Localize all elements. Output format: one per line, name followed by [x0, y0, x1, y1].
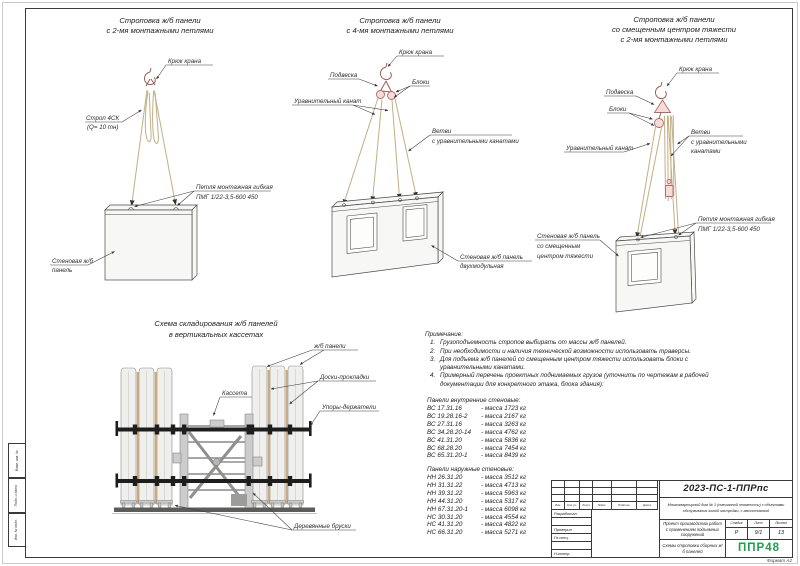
panel-mass: - масса 7454 кг: [481, 444, 527, 452]
spacer-boards-label: Доски-прокладки: [320, 374, 370, 381]
suspension-label: Подвеска: [330, 72, 358, 79]
crane-hook-drawing: [380, 63, 391, 92]
panel-label-line2: со смещенным: [537, 243, 581, 250]
panel-name: ВС 41.31.20: [427, 436, 462, 444]
panel-row: [427, 413, 526, 421]
branches-label-line1: Ветви: [691, 129, 711, 136]
empty-cell: [580, 481, 593, 488]
label-storage-panels: [267, 343, 358, 367]
label-blocks: [607, 106, 654, 126]
note-item: [425, 372, 741, 389]
empty-cell: [612, 488, 637, 495]
note-number: 4.: [430, 372, 436, 380]
branches-label-line2: с уравнительными канатами: [432, 138, 519, 145]
pulley-block: [388, 92, 396, 100]
title-block-revision-area: [552, 481, 660, 557]
revision-grid: [552, 481, 659, 510]
diagram3-title-line2: со смещенным центром тяжести: [611, 25, 737, 34]
panel-mass: - масса 8439 кг: [481, 452, 527, 460]
label-crane-hook: [667, 66, 719, 86]
title-block: [551, 480, 793, 558]
empty-cell: [593, 495, 612, 502]
signatures-area: [592, 510, 659, 558]
panel-row: [427, 490, 526, 498]
label-wall-panel: [432, 246, 533, 271]
side-stamp-label: Подп. и дата: [14, 484, 19, 507]
panel-mass: - масса 4762 кг: [481, 428, 527, 436]
col-header: Подпись: [612, 502, 637, 510]
panel-row: [427, 452, 526, 460]
panel-name: НН 26.31.20: [427, 473, 463, 481]
equalizing-rope-label: Уравнительный канат: [294, 98, 362, 105]
label-suspension: [604, 89, 654, 105]
drawing-title: Схемы строповки сборных ж/б панелей: [660, 540, 726, 558]
label-sling: [85, 110, 142, 131]
note-text: При необходимости и наличия технической возможности использовать траверсы.: [440, 347, 691, 355]
branches-label-line2: с уравнительными: [691, 139, 747, 146]
empty-cell: [565, 481, 580, 488]
note-number: 3.: [430, 355, 436, 363]
label-branches: [409, 128, 520, 151]
blocks-label: Блоки: [412, 79, 430, 86]
note-item: [425, 356, 741, 373]
panel-label-line1: Стеновая ж/б панель: [460, 254, 523, 261]
empty-cell: [565, 495, 580, 502]
loop-label-line2: ПМГ 1/22-3,5-600 450: [698, 226, 760, 233]
wooden-blocks-label: Деревянные бруски: [294, 523, 351, 530]
cassette-label: Кассета: [222, 390, 248, 397]
panel-mass: - масса 6098 кг: [481, 505, 527, 513]
panel-row: [427, 421, 526, 429]
note-item: [425, 348, 741, 356]
internal-panels-list: [427, 397, 526, 460]
equalizing-rope-label: Уравнительный канат: [566, 145, 634, 152]
diagram1-title-line1: Строповка ж/б панели: [119, 16, 201, 25]
panel-name: НС 41.31.20: [427, 521, 463, 529]
empty-cell: [612, 481, 637, 488]
panel-mass: - масса 4713 кг: [481, 481, 527, 489]
side-stamp-cell: [8, 478, 26, 513]
crane-hook-label: Крюк крана: [679, 66, 713, 73]
panel-name: НС 30.31.20: [427, 513, 463, 521]
label-crane-hook: [388, 49, 444, 67]
window-opening: [628, 249, 661, 286]
role-label: [552, 518, 592, 526]
label-cassette: [214, 390, 253, 416]
loop-label-line2: ПМГ 1/22-3,5-600 450: [196, 194, 258, 201]
label-wall-panel: [535, 233, 619, 260]
panel-row: [427, 474, 526, 482]
panel-name: НН 39.31.22: [427, 489, 463, 497]
panel-name: НС 66.31.20: [427, 529, 463, 537]
panel-mass: - масса 3512 кг: [481, 473, 527, 481]
storage-title-line2: в вертикальных кассетах: [168, 330, 264, 339]
empty-cell: [580, 495, 593, 502]
note-item: [425, 339, 741, 347]
diagram2-title-line1: Строповка ж/б панели: [359, 16, 441, 25]
role-label: Разработал: [552, 510, 592, 518]
roles-column: [552, 510, 592, 558]
diagram-sling-4-loops: [292, 16, 532, 277]
panel-mass: - масса 3263 кг: [481, 420, 527, 428]
empty-cell: [552, 488, 565, 495]
stage-sheet-grid: [726, 520, 792, 539]
panel-name: ВС 68.28.20: [427, 444, 462, 452]
crane-hook-label: Крюк крана: [168, 58, 202, 65]
drawing-title-row: [660, 540, 792, 558]
roles-area: [552, 510, 659, 558]
note-number: 1.: [430, 339, 436, 347]
panel-name: НН 31.31.22: [427, 481, 463, 489]
panel-row: [427, 514, 526, 522]
notes-block: [425, 331, 741, 389]
side-stamp-label: Инв. № подл.: [14, 519, 19, 541]
crane-hook-drawing: [144, 68, 155, 86]
wall-panel-offset-cg-drawing: [616, 232, 696, 312]
panel-mass: - масса 4554 кг: [481, 513, 527, 521]
empty-cell: [637, 481, 658, 488]
label-blocks: [394, 79, 430, 98]
suspension-triangle: [655, 100, 671, 113]
pulley-block: [655, 119, 664, 128]
panel-mass: - масса 5963 кг: [481, 489, 527, 497]
sheet-header: Лист: [748, 520, 770, 528]
col-header: Дата: [637, 502, 658, 510]
note-number: 2.: [430, 347, 436, 355]
diagram3-title-line3: с 2-мя монтажными петлями: [620, 35, 728, 44]
empty-cell: [612, 495, 637, 502]
diagram2-title-line2: с 4-мя монтажными петлями: [346, 26, 454, 35]
panel-mass: - масса 5836 кг: [481, 436, 527, 444]
empty-cell: [593, 488, 612, 495]
title-block-main-area: [660, 481, 792, 557]
holders-label: Упоры-держатели: [322, 404, 377, 411]
branches-label-line3: канатами: [691, 148, 721, 155]
note-text: Для подъема ж/б панелей со смещенным центром тяжести использовать блоки с уравнительными канатами.: [440, 355, 688, 372]
wall-panel-two-module-drawing: [332, 192, 443, 277]
panel-name: ВС 34.28.20-14: [427, 428, 471, 436]
work-title: Проект производства работ с применением подъемных сооружений: [660, 520, 726, 539]
panel-mass: - масса 1723 кг: [481, 404, 527, 412]
panel-row: [427, 482, 526, 490]
list-heading: Панели наружные стеновые:: [427, 466, 514, 473]
note-text: Грузоподъемность стропов выбирать от массы ж/б панелей.: [440, 339, 627, 347]
blocks-label: Блоки: [609, 106, 627, 113]
note-text: Примерный перечень проектных поднимаемых грузов (уточнить по чертежам в рабочей документации для конкретного этажа, блока здания):: [440, 372, 709, 388]
empty-cell: [552, 481, 565, 488]
side-stamp-label: Взам. инв. №: [14, 450, 19, 471]
sheets-value: 13: [777, 529, 785, 536]
label-holders: [311, 404, 380, 426]
empty-cell: [565, 488, 580, 495]
panel-name: ВС 17.31.16: [427, 404, 462, 412]
role-label: Проверил: [552, 526, 592, 534]
col-header: №док.: [593, 502, 612, 510]
stage-header: Стадия: [726, 520, 748, 528]
panel-row: [427, 506, 526, 514]
label-mounting-loop: [135, 184, 274, 207]
panel-row: [427, 529, 526, 537]
sling-label-line2: (Q= 10 тн): [87, 124, 119, 131]
panel-row: [427, 521, 526, 529]
panel-row: [427, 445, 526, 453]
panel-mass: - масса 5271 кг: [481, 529, 527, 537]
label-crane-hook: [157, 58, 214, 79]
panel-row: [427, 437, 526, 445]
stage-value: Р: [726, 528, 748, 539]
panel-row: [427, 405, 526, 413]
diagram-sling-offset-cg: [535, 15, 775, 312]
document-number: 2023-ПС-1-ППРпс: [660, 481, 792, 498]
sheets-header: Листов: [770, 520, 792, 528]
role-label: Н.контр.: [552, 550, 592, 558]
format-label: Формат А2: [766, 558, 792, 563]
sling-ropes: [637, 115, 679, 238]
panel-label-line1: Стеновая ж/б панель: [537, 233, 600, 240]
empty-cell: [637, 488, 658, 495]
diagram-sling-2-loops: [50, 16, 273, 280]
side-stamp-cell: [8, 443, 26, 478]
panel-name: ВС 27.31.16: [427, 420, 462, 428]
list-heading: Панели внутренние стеновые:: [427, 397, 521, 404]
sheet-value: 9/1: [748, 528, 770, 539]
diagram3-title-line1: Строповка ж/б панели: [633, 15, 715, 24]
crane-hook-label: Крюк крана: [399, 49, 433, 56]
empty-cell: [552, 495, 565, 502]
panel-label-line3: центром тяжести: [537, 253, 594, 260]
panel-label-line1: Стеновая ж/б: [52, 258, 93, 265]
panel-row: [427, 498, 526, 506]
loop-label-line1: Петля монтажная гибкая: [196, 184, 273, 191]
storage-panels-label: ж/б панели: [314, 343, 346, 350]
crane-hook-drawing: [655, 82, 666, 99]
rope-fitting: [666, 186, 674, 197]
col-header: Лист: [580, 502, 593, 510]
branches-label-line1: Ветви: [432, 128, 452, 135]
panel-name: НН 44.31.20: [427, 497, 463, 505]
external-panels-list: [427, 466, 526, 537]
pulley-block: [377, 91, 385, 99]
storage-title-line1: Схема складирования ж/б панелей: [154, 319, 278, 328]
rope-fitting: [667, 180, 671, 184]
panel-name: ВС 65.31.20-1: [427, 452, 468, 460]
sling-label-line1: Строп 4СК: [86, 115, 120, 122]
suspension-label: Подвеска: [606, 89, 634, 96]
empty-cell: [580, 488, 593, 495]
col-header: Кол.уч.: [565, 502, 580, 510]
role-label: [552, 542, 592, 550]
company-logo: ППР48: [738, 542, 780, 555]
sling-ropes: [132, 90, 176, 206]
work-title-row: [660, 520, 792, 540]
label-branches: [671, 129, 747, 156]
panel-name: НН 67.31.20-1: [427, 505, 468, 513]
panel-mass: - масса 2167 кг: [481, 412, 527, 420]
loop-label-line1: Петля монтажная гибкая: [698, 216, 775, 223]
label-equalizing-rope: [564, 144, 650, 153]
panel-name: ВС 19.28.16-2: [427, 412, 468, 420]
stored-panels: [121, 366, 303, 505]
panel-row: [427, 429, 526, 437]
suspension-frame: [381, 81, 392, 92]
label-suspension: [328, 72, 378, 86]
panel-label-line2: панель: [52, 267, 73, 274]
storage-scheme: [112, 319, 379, 530]
project-name: Многоквартирный дом № 1 (смешанной этажности) с объектами обслуживания жилой застройки, с автостоянкой: [660, 498, 792, 520]
role-label: Гл.спец.: [552, 534, 592, 542]
col-header: Изм.: [552, 502, 565, 510]
empty-cell: [637, 495, 658, 502]
diagram1-title-line2: с 2-мя монтажными петлями: [106, 26, 214, 35]
panel-label-line2: двухмодульная: [460, 263, 504, 270]
panel-mass: - масса 4822 кг: [481, 521, 527, 529]
empty-cell: [593, 481, 612, 488]
wall-panel-drawing: [105, 205, 197, 280]
panel-mass: - масса 5317 кг: [481, 497, 527, 505]
side-stamp-cell: [8, 513, 26, 547]
notes-heading: Примечание:: [425, 331, 464, 338]
sling-ropes: [344, 98, 417, 205]
